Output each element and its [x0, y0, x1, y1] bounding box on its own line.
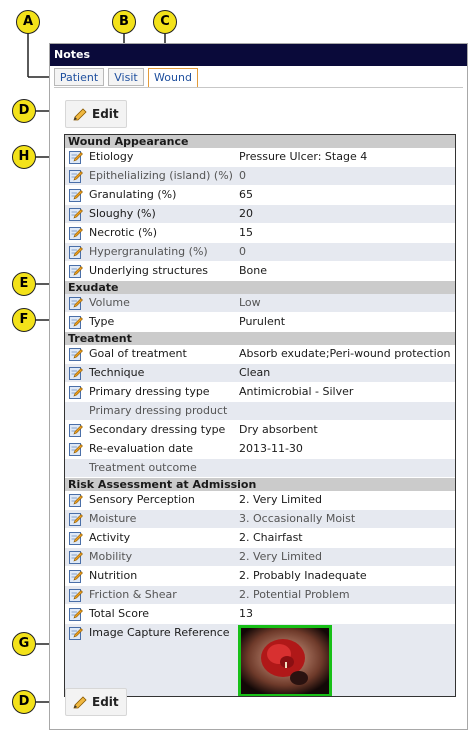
row-value: Antimicrobial - Silver — [239, 385, 354, 398]
detail-row — [65, 313, 455, 332]
detail-row — [65, 364, 455, 383]
row-value: 0 — [239, 169, 246, 182]
detail-row — [65, 459, 455, 478]
pencil-icon — [72, 696, 88, 710]
callout-h: H — [12, 145, 36, 169]
row-label: Granulating (%) — [89, 188, 177, 201]
edit-note-icon[interactable] — [69, 385, 83, 399]
callout-d-top: D — [12, 99, 36, 123]
row-label: Friction & Shear — [89, 588, 177, 601]
callout-d-bottom: D — [12, 690, 36, 714]
row-value: 2. Potential Problem — [239, 588, 350, 601]
section-risk-assessment: Risk Assessment at Admission — [65, 478, 455, 491]
section-treatment: Treatment — [65, 332, 455, 345]
row-label: Goal of treatment — [89, 347, 187, 360]
detail-row — [65, 586, 455, 605]
row-label: Primary dressing type — [89, 385, 210, 398]
row-label: Etiology — [89, 150, 134, 163]
tab-patient[interactable]: Patient — [54, 68, 104, 86]
detail-row — [65, 567, 455, 586]
callout-g: G — [12, 632, 36, 656]
edit-note-icon[interactable] — [69, 207, 83, 221]
row-value: Low — [239, 296, 261, 309]
row-value: 3. Occasionally Moist — [239, 512, 356, 525]
section-exudate: Exudate — [65, 281, 455, 294]
row-label: Sensory Perception — [89, 493, 195, 506]
row-value: 15 — [239, 226, 253, 239]
detail-row — [65, 186, 455, 205]
row-value: 2. Very Limited — [239, 550, 322, 563]
row-value: 20 — [239, 207, 253, 220]
edit-note-icon[interactable] — [69, 531, 83, 545]
edit-note-icon[interactable] — [69, 188, 83, 202]
detail-row — [65, 148, 455, 167]
row-label: Volume — [89, 296, 130, 309]
row-value: Absorb exudate;Peri-wound protection — [239, 347, 451, 360]
edit-note-icon[interactable] — [69, 493, 83, 507]
detail-row — [65, 205, 455, 224]
row-label: Nutrition — [89, 569, 138, 582]
callout-f: F — [12, 308, 36, 332]
wound-image-thumbnail[interactable] — [238, 625, 332, 697]
row-value: 2. Very Limited — [239, 493, 322, 506]
row-value: 13 — [239, 607, 253, 620]
row-label: Hypergranulating (%) — [89, 245, 208, 258]
tab-wound[interactable]: Wound — [148, 68, 198, 88]
edit-note-icon[interactable] — [69, 226, 83, 240]
row-value: Pressure Ulcer: Stage 4 — [239, 150, 368, 163]
section-wound-appearance: Wound Appearance — [65, 135, 455, 148]
row-label: Re-evaluation date — [89, 442, 194, 455]
row-value: 65 — [239, 188, 253, 201]
edit-button-label: Edit — [92, 695, 119, 709]
detail-row — [65, 383, 455, 402]
notes-panel — [49, 43, 468, 730]
row-value: 2. Probably Inadequate — [239, 569, 367, 582]
callout-c: C — [153, 10, 177, 34]
edit-note-icon[interactable] — [69, 423, 83, 437]
edit-note-icon[interactable] — [69, 315, 83, 329]
detail-row — [65, 624, 455, 697]
detail-row — [65, 167, 455, 186]
detail-row — [65, 548, 455, 567]
pencil-icon — [72, 108, 88, 122]
edit-note-icon[interactable] — [69, 626, 83, 640]
row-label: Technique — [89, 366, 145, 379]
callout-e: E — [12, 272, 36, 296]
window-title: Notes — [50, 44, 467, 66]
row-label: Moisture — [89, 512, 137, 525]
edit-note-icon[interactable] — [69, 366, 83, 380]
row-value: Clean — [239, 366, 271, 379]
row-value: Bone — [239, 264, 268, 277]
detail-row — [65, 224, 455, 243]
edit-note-icon[interactable] — [69, 245, 83, 259]
edit-note-icon[interactable] — [69, 150, 83, 164]
edit-note-icon[interactable] — [69, 264, 83, 278]
row-label: Type — [89, 315, 115, 328]
edit-note-icon[interactable] — [69, 607, 83, 621]
row-label: Underlying structures — [89, 264, 209, 277]
row-label: Secondary dressing type — [89, 423, 226, 436]
wound-details-grid — [64, 134, 456, 697]
row-label: Treatment outcome — [89, 461, 197, 474]
tab-visit[interactable]: Visit — [108, 68, 144, 86]
row-label: Image Capture Reference — [89, 626, 230, 639]
edit-button-top[interactable] — [65, 100, 127, 128]
row-value: 2013-11-30 — [239, 442, 303, 455]
edit-note-icon[interactable] — [69, 512, 83, 526]
row-value: 0 — [239, 245, 246, 258]
tab-divider — [54, 87, 463, 88]
row-label: Total Score — [89, 607, 149, 620]
detail-row — [65, 262, 455, 281]
row-label: Epithelializing (island) (%) — [89, 169, 233, 182]
row-value: Purulent — [239, 315, 286, 328]
row-label: Sloughy (%) — [89, 207, 156, 220]
detail-row — [65, 605, 455, 624]
detail-row — [65, 294, 455, 313]
callout-b: B — [112, 10, 136, 34]
row-label: Necrotic (%) — [89, 226, 158, 239]
detail-row — [65, 243, 455, 262]
detail-row — [65, 510, 455, 529]
edit-note-icon[interactable] — [69, 550, 83, 564]
detail-row — [65, 440, 455, 459]
edit-note-icon[interactable] — [69, 588, 83, 602]
edit-button-label: Edit — [92, 107, 119, 121]
edit-note-icon[interactable] — [69, 569, 83, 583]
detail-row — [65, 402, 455, 421]
detail-row — [65, 421, 455, 440]
callout-a: A — [16, 10, 40, 34]
wound-photo — [241, 628, 329, 694]
detail-row — [65, 529, 455, 548]
row-label: Primary dressing product — [89, 404, 228, 417]
row-value: 2. Chairfast — [239, 531, 303, 544]
row-label: Activity — [89, 531, 131, 544]
edit-note-icon[interactable] — [69, 347, 83, 361]
edit-button-bottom[interactable] — [65, 688, 127, 716]
edit-note-icon[interactable] — [69, 442, 83, 456]
detail-row — [65, 345, 455, 364]
row-label: Mobility — [89, 550, 133, 563]
edit-note-icon[interactable] — [69, 169, 83, 183]
detail-row — [65, 491, 455, 510]
edit-note-icon[interactable] — [69, 296, 83, 310]
row-value: Dry absorbent — [239, 423, 318, 436]
